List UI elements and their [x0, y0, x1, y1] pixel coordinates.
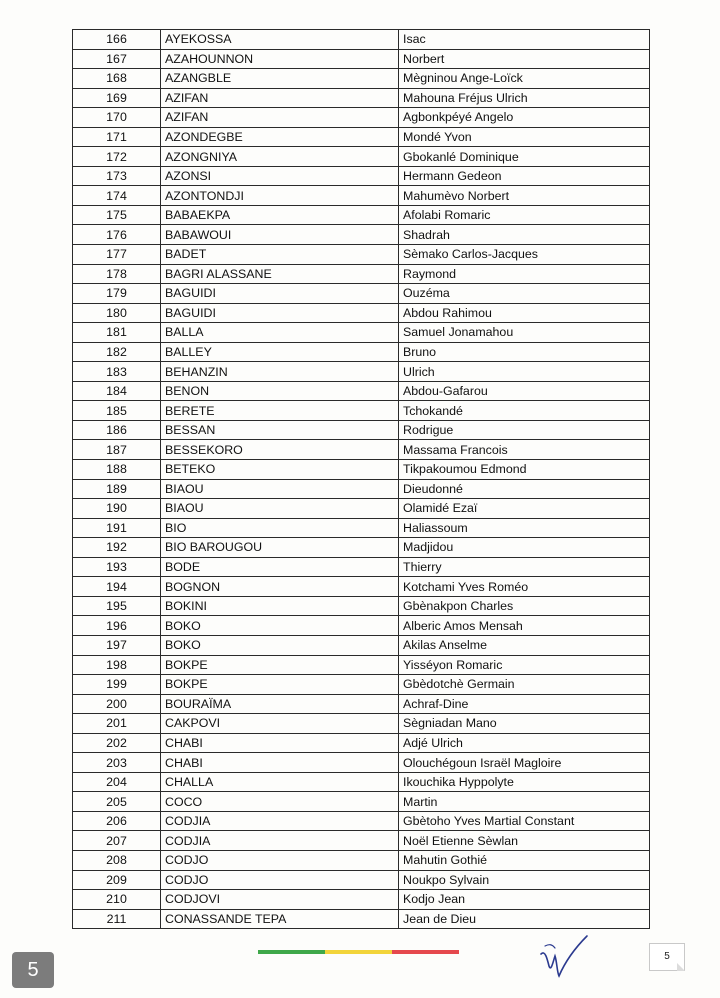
table-row — [73, 88, 650, 108]
row-number: 211 — [73, 909, 161, 929]
table-row — [73, 850, 650, 870]
row-number: 178 — [73, 264, 161, 284]
last-name-cell: AZONGNIYA — [161, 147, 399, 167]
table-row — [73, 225, 650, 245]
last-name-cell: BADET — [161, 245, 399, 265]
first-name-cell: Haliassoum — [399, 518, 650, 538]
last-name-cell: BOGNON — [161, 577, 399, 597]
last-name-cell: CODJO — [161, 850, 399, 870]
first-name-cell: Sègniadan Mano — [399, 714, 650, 734]
table-row — [73, 675, 650, 695]
row-number: 183 — [73, 362, 161, 382]
first-name-cell: Ikouchika Hyppolyte — [399, 772, 650, 792]
table-row — [73, 205, 650, 225]
first-name-cell: Abdou Rahimou — [399, 303, 650, 323]
row-number: 201 — [73, 714, 161, 734]
first-name-cell: Agbonkpéyé Angelo — [399, 108, 650, 128]
table-row — [73, 186, 650, 206]
first-name-cell: Bruno — [399, 342, 650, 362]
last-name-cell: BALLA — [161, 323, 399, 343]
row-number: 174 — [73, 186, 161, 206]
table-row — [73, 616, 650, 636]
first-name-cell: Alberic Amos Mensah — [399, 616, 650, 636]
last-name-cell: BESSAN — [161, 420, 399, 440]
row-number: 182 — [73, 342, 161, 362]
row-number: 185 — [73, 401, 161, 421]
table-row — [73, 420, 650, 440]
first-name-cell: Dieudonné — [399, 479, 650, 499]
last-name-cell: BABAWOUI — [161, 225, 399, 245]
table-row — [73, 655, 650, 675]
row-number: 190 — [73, 499, 161, 519]
first-name-cell: Tikpakoumou Edmond — [399, 460, 650, 480]
row-number: 191 — [73, 518, 161, 538]
first-name-cell: Adjé Ulrich — [399, 733, 650, 753]
flag-color-bar — [258, 950, 459, 954]
row-number: 194 — [73, 577, 161, 597]
last-name-cell: BABAEKPA — [161, 205, 399, 225]
row-number: 208 — [73, 850, 161, 870]
last-name-cell: CHABI — [161, 753, 399, 773]
row-number: 179 — [73, 284, 161, 304]
row-number: 166 — [73, 30, 161, 50]
table-row — [73, 811, 650, 831]
first-name-cell: Gbèdotchè Germain — [399, 675, 650, 695]
row-number: 176 — [73, 225, 161, 245]
row-number: 195 — [73, 596, 161, 616]
first-name-cell: Martin — [399, 792, 650, 812]
row-number: 205 — [73, 792, 161, 812]
table-row — [73, 499, 650, 519]
first-name-cell: Kotchami Yves Roméo — [399, 577, 650, 597]
last-name-cell: BAGUIDI — [161, 284, 399, 304]
last-name-cell: BOKINI — [161, 596, 399, 616]
first-name-cell: Ouzéma — [399, 284, 650, 304]
row-number: 186 — [73, 420, 161, 440]
page-number: 5 — [649, 943, 685, 971]
last-name-cell: COCO — [161, 792, 399, 812]
table-row — [73, 890, 650, 910]
row-number: 198 — [73, 655, 161, 675]
row-number: 170 — [73, 108, 161, 128]
table-row — [73, 635, 650, 655]
flag-yellow-stripe — [325, 950, 392, 954]
table-row — [73, 303, 650, 323]
table-row — [73, 596, 650, 616]
row-number: 209 — [73, 870, 161, 890]
row-number: 197 — [73, 635, 161, 655]
last-name-cell: BESSEKORO — [161, 440, 399, 460]
table-row — [73, 694, 650, 714]
table-row — [73, 538, 650, 558]
row-number: 193 — [73, 557, 161, 577]
first-name-cell: Akilas Anselme — [399, 635, 650, 655]
row-number: 192 — [73, 538, 161, 558]
first-name-cell: Samuel Jonamahou — [399, 323, 650, 343]
last-name-cell: BIAOU — [161, 499, 399, 519]
row-number: 167 — [73, 49, 161, 69]
row-number: 207 — [73, 831, 161, 851]
first-name-cell: Rodrigue — [399, 420, 650, 440]
first-name-cell: Thierry — [399, 557, 650, 577]
row-number: 203 — [73, 753, 161, 773]
first-name-cell: Madjidou — [399, 538, 650, 558]
first-name-cell: Norbert — [399, 49, 650, 69]
first-name-cell: Ulrich — [399, 362, 650, 382]
last-name-cell: BAGUIDI — [161, 303, 399, 323]
table-row — [73, 733, 650, 753]
last-name-cell: CODJOVI — [161, 890, 399, 910]
last-name-cell: BENON — [161, 381, 399, 401]
table-row — [73, 870, 650, 890]
table-row — [73, 792, 650, 812]
last-name-cell: BOKPE — [161, 655, 399, 675]
last-name-cell: BERETE — [161, 401, 399, 421]
first-name-cell: Tchokandé — [399, 401, 650, 421]
first-name-cell: Isac — [399, 30, 650, 50]
last-name-cell: BODE — [161, 557, 399, 577]
row-number: 181 — [73, 323, 161, 343]
table-row — [73, 30, 650, 50]
row-number: 171 — [73, 127, 161, 147]
first-name-cell: Gbènakpon Charles — [399, 596, 650, 616]
table-row — [73, 440, 650, 460]
last-name-cell: CODJIA — [161, 831, 399, 851]
table-row — [73, 381, 650, 401]
table-row — [73, 49, 650, 69]
table-row — [73, 831, 650, 851]
last-name-cell: AYEKOSSA — [161, 30, 399, 50]
row-number: 206 — [73, 811, 161, 831]
table-row — [73, 284, 650, 304]
table-row — [73, 245, 650, 265]
last-name-cell: AZONSI — [161, 166, 399, 186]
table-row — [73, 264, 650, 284]
first-name-cell: Shadrah — [399, 225, 650, 245]
row-number: 202 — [73, 733, 161, 753]
table-row — [73, 323, 650, 343]
last-name-cell: BIAOU — [161, 479, 399, 499]
table-row — [73, 518, 650, 538]
first-name-cell: Mègninou Ange-Loïck — [399, 69, 650, 89]
row-number: 173 — [73, 166, 161, 186]
first-name-cell: Gbètoho Yves Martial Constant — [399, 811, 650, 831]
row-number: 200 — [73, 694, 161, 714]
row-number: 204 — [73, 772, 161, 792]
first-name-cell: Noukpo Sylvain — [399, 870, 650, 890]
table-row — [73, 557, 650, 577]
flag-green-stripe — [258, 950, 325, 954]
first-name-cell: Achraf-Dine — [399, 694, 650, 714]
row-number: 172 — [73, 147, 161, 167]
last-name-cell: CODJO — [161, 870, 399, 890]
row-number: 196 — [73, 616, 161, 636]
last-name-cell: CHALLA — [161, 772, 399, 792]
last-name-cell: AZIFAN — [161, 88, 399, 108]
table-row — [73, 909, 650, 929]
first-name-cell: Jean de Dieu — [399, 909, 650, 929]
flag-red-stripe — [392, 950, 459, 954]
row-number: 180 — [73, 303, 161, 323]
first-name-cell: Mondé Yvon — [399, 127, 650, 147]
last-name-cell: CHABI — [161, 733, 399, 753]
row-number: 199 — [73, 675, 161, 695]
table-row — [73, 362, 650, 382]
table-row — [73, 753, 650, 773]
last-name-cell: BOKO — [161, 616, 399, 636]
first-name-cell: Hermann Gedeon — [399, 166, 650, 186]
row-number: 175 — [73, 205, 161, 225]
handwritten-signature — [535, 932, 591, 980]
first-name-cell: Gbokanlé Dominique — [399, 147, 650, 167]
table-row — [73, 772, 650, 792]
row-number: 168 — [73, 69, 161, 89]
last-name-cell: BAGRI ALASSANE — [161, 264, 399, 284]
first-name-cell: Noël Etienne Sèwlan — [399, 831, 650, 851]
last-name-cell: AZONTONDJI — [161, 186, 399, 206]
row-number: 169 — [73, 88, 161, 108]
last-name-cell: AZIFAN — [161, 108, 399, 128]
first-name-cell: Sèmako Carlos-Jacques — [399, 245, 650, 265]
first-name-cell: Mahouna Fréjus Ulrich — [399, 88, 650, 108]
table-body — [73, 30, 650, 929]
row-number: 188 — [73, 460, 161, 480]
first-name-cell: Mahumèvo Norbert — [399, 186, 650, 206]
first-name-cell: Olamidé Ezaï — [399, 499, 650, 519]
last-name-cell: AZANGBLE — [161, 69, 399, 89]
first-name-cell: Abdou-Gafarou — [399, 381, 650, 401]
row-number: 187 — [73, 440, 161, 460]
row-number: 189 — [73, 479, 161, 499]
first-name-cell: Afolabi Romaric — [399, 205, 650, 225]
table-row — [73, 714, 650, 734]
last-name-cell: BETEKO — [161, 460, 399, 480]
first-name-cell: Olouchégoun Israël Magloire — [399, 753, 650, 773]
last-name-cell: CODJIA — [161, 811, 399, 831]
table-row — [73, 577, 650, 597]
last-name-cell: AZONDEGBE — [161, 127, 399, 147]
last-name-cell: BIO BAROUGOU — [161, 538, 399, 558]
last-name-cell: CONASSANDE TEPA — [161, 909, 399, 929]
last-name-cell: BOURAÏMA — [161, 694, 399, 714]
last-name-cell: AZAHOUNNON — [161, 49, 399, 69]
last-name-cell: CAKPOVI — [161, 714, 399, 734]
table-row — [73, 342, 650, 362]
table-row — [73, 127, 650, 147]
first-name-cell: Mahutin Gothié — [399, 850, 650, 870]
last-name-cell: BALLEY — [161, 342, 399, 362]
first-name-cell: Yisséyon Romaric — [399, 655, 650, 675]
table-row — [73, 108, 650, 128]
row-number: 184 — [73, 381, 161, 401]
first-name-cell: Kodjo Jean — [399, 890, 650, 910]
first-name-cell: Massama Francois — [399, 440, 650, 460]
last-name-cell: BIO — [161, 518, 399, 538]
table-row — [73, 401, 650, 421]
table-row — [73, 147, 650, 167]
table-row — [73, 69, 650, 89]
page-indicator-badge[interactable]: 5 — [12, 952, 54, 988]
first-name-cell: Raymond — [399, 264, 650, 284]
table-row — [73, 460, 650, 480]
name-list-table — [72, 29, 650, 929]
table-row — [73, 479, 650, 499]
row-number: 210 — [73, 890, 161, 910]
last-name-cell: BOKO — [161, 635, 399, 655]
row-number: 177 — [73, 245, 161, 265]
last-name-cell: BOKPE — [161, 675, 399, 695]
last-name-cell: BEHANZIN — [161, 362, 399, 382]
table-row — [73, 166, 650, 186]
